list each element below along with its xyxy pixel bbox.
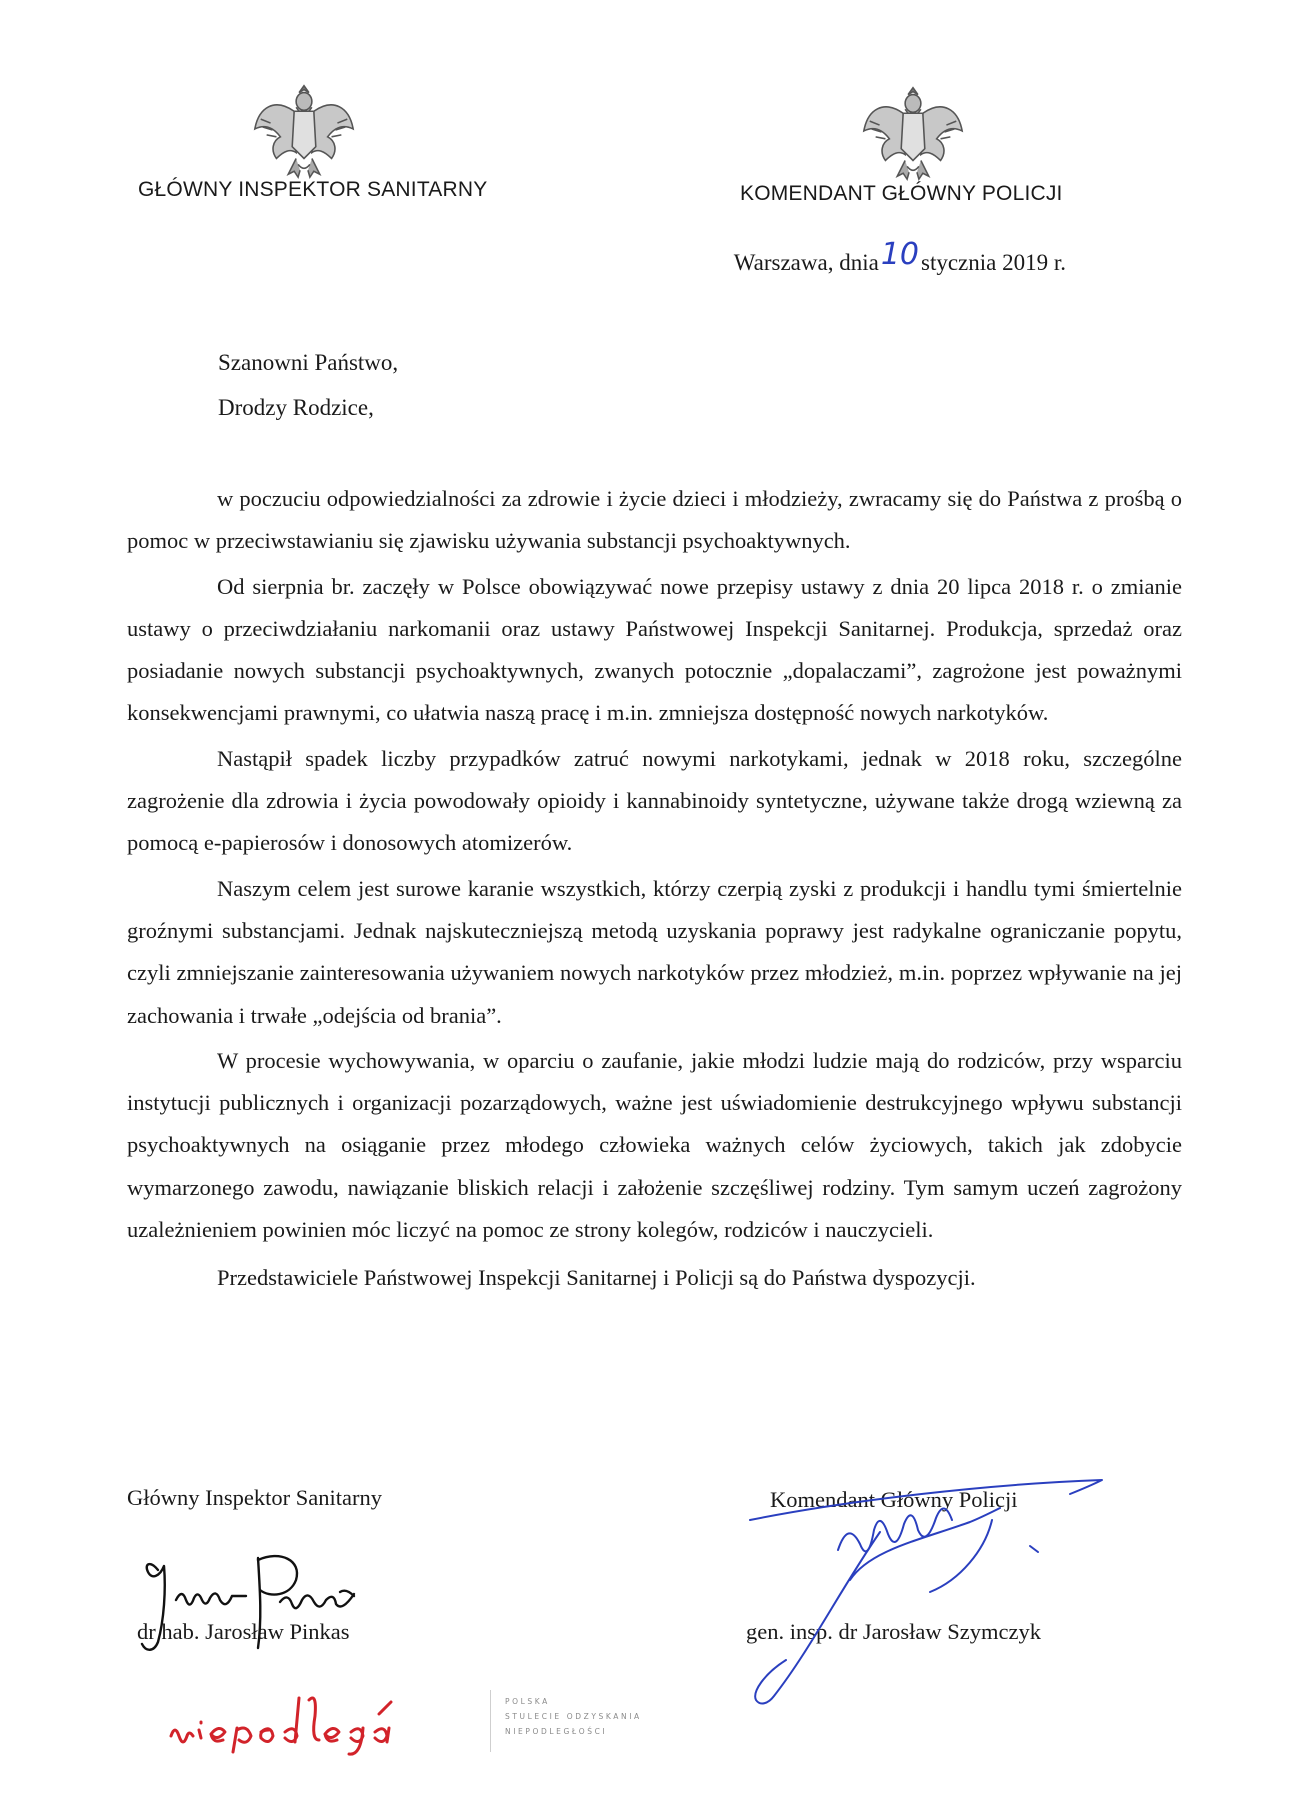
date-prefix: Warszawa, dnia (733, 250, 879, 275)
date-suffix: stycznia 2019 r. (921, 250, 1066, 275)
logo-line-3: NIEPODLEGŁOŚCI (505, 1727, 608, 1736)
paragraph-1: w poczuciu odpowiedzialności za zdrowie i życie dzieci i młodzieży, zwracamy się do Państwa z prośbą o pomoc w przeciwstawianiu się zjawisku używania substancji psychoaktywnych. (127, 486, 1182, 554)
salutation-line-1: Szanowni Państwo, (218, 350, 399, 375)
paragraph-4: Naszym celem jest surowe karanie wszystkich, którzy czerpią zyski z produkcji i handlu tymi śmiertelnie groźnymi substancjami. Jednak najskuteczniejszą metodą uzyskania poprawy jest radykalne ograniczanie popytu, czyli zmniejszanie zainteresowania używaniem nowych narkotyków przez młodzież, m.in. poprzez wpływanie na jej zachowania i trwałe „odejścia od brania”. (127, 875, 1182, 1028)
right-authority-heading: KOMENDANT GŁÓWNY POLICJI (740, 182, 1063, 205)
polish-eagle-icon (245, 68, 363, 186)
left-signatory-name: dr hab. Jarosław Pinkas (137, 1619, 350, 1644)
logo-divider (490, 1690, 491, 1752)
paragraph-2: Od sierpnia br. zaczęły w Polsce obowiązywać nowe przepisy ustawy z dnia 20 lipca 2018 r. o zmianie ustawy o przeciwdziałaniu narkomanii oraz ustawy Państwowej Inspekcji Sanitarnej. Produkcja, sprzedaż oraz posiadanie nowych substancji psychoaktywnych, zwanych potocznie „dopalaczami”, zagrożone jest poważnymi konsekwencjami prawnymi, co ułatwia naszą pracę i m.in. zmniejsza dostępność nowych narkotyków. (127, 573, 1182, 726)
niepodlegla-logo-icon (165, 1670, 485, 1760)
right-signatory-title: Komendant Główny Policji (770, 1487, 1018, 1512)
left-signatory-title: Główny Inspektor Sanitarny (127, 1485, 382, 1510)
left-authority-heading: GŁÓWNY INSPEKTOR SANITARNY (138, 178, 488, 201)
logo-line-1: POLSKA (505, 1697, 550, 1706)
polish-eagle-icon (854, 70, 972, 188)
right-signatory-name: gen. insp. dr Jarosław Szymczyk (746, 1619, 1041, 1644)
paragraph-6: Przedstawiciele Państwowej Inspekcji Sanitarnej i Policji są do Państwa dyspozycji. (217, 1265, 976, 1291)
letter-body (127, 478, 1182, 1303)
logo-line-2: STULECIE ODZYSKANIA (505, 1712, 642, 1721)
date-line (733, 237, 1066, 278)
date-day-handwritten: 10 (880, 237, 919, 272)
salutation-line-2: Drodzy Rodzice, (218, 395, 374, 420)
paragraph-5: W procesie wychowywania, w oparciu o zaufanie, jakie młodzi ludzie mają do rodziców, przy wsparciu instytucji publicznych i organizacji pozarządowych, ważne jest uświadomienie destrukcyjnego wpływu substancji psychoaktywnych na osiąganie przez młodego człowieka ważnych celów życiowych, takich jak zdobycie wymarzonego zawodu, nawiązanie bliskich relacji i założenie szczęśliwej rodziny. Tym samym uczeń zagrożony uzależnieniem powinien móc liczyć na pomoc ze strony kolegów, rodziców i nauczycieli. (127, 1047, 1182, 1243)
paragraph-3: Nastąpił spadek liczby przypadków zatruć nowymi narkotykami, jednak w 2018 roku, szczególne zagrożenie dla zdrowia i życia powodowały opioidy i kannabinoidy syntetyczne, używane także drogą wziewną za pomocą e-papierosów i donosowych atomizerów. (127, 745, 1182, 856)
